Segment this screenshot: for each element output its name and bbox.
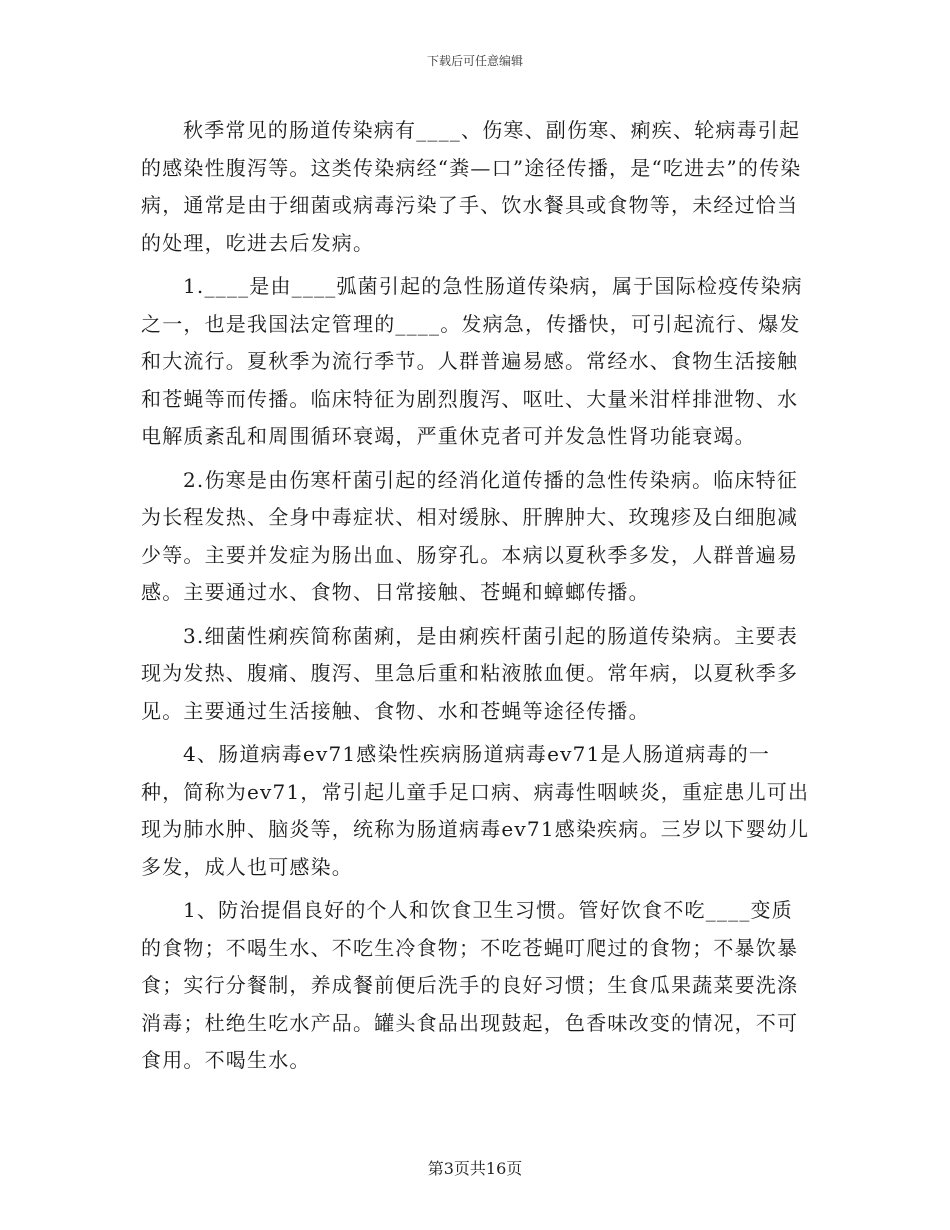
paragraph-prevention: 1、防治提倡良好的个人和饮食卫生习惯。管好饮食不吃____变质的食物；不喝生水、不吃生冷食物；不吃苍蝇叮爬过的食物；不暴饮暴食；实行分餐制，养成餐前便后洗手的良好习惯；生食瓜果蔬菜要洗涤消毒；杜绝生吃水产品。罐头食品出现鼓起，色香味改变的情况，不可食用。不喝生水。 bbox=[141, 898, 799, 1072]
paragraph-intro: 秋季常见的肠道传染病有____、伤寒、副伤寒、痢疾、轮病毒引起的感染性腹泻等。这类传染病经“粪—口”途径传播，是“吃进去”的传染病，通常是由于细菌或病毒污染了手、饮水餐具或食物等，未经过恰当的处理，吃进去后发病。 bbox=[141, 118, 802, 255]
paragraph-cholera: 1.____是由____弧菌引起的急性肠道传染病，属于国际检疫传染病之一，也是我国法定管理的____。发病急，传播快，可引起流行、爆发和大流行。夏秋季为流行季节。人群普遍易感。常经水、食物生活接触和苍蝇等而传播。临床特征为剧烈腹泻、呕吐、大量米泔样排泄物、水电解质紊乱和周围循环衰竭，严重休克者可并发急性肾功能衰竭。 bbox=[141, 274, 803, 448]
page-number: 第3页共16页 bbox=[427, 1159, 523, 1178]
page-header: 下载后可任意编辑 bbox=[426, 54, 523, 68]
paragraph-typhoid: 2.伤寒是由伤寒杆菌引起的经消化道传播的急性传染病。临床特征为长程发热、全身中毒症状、相对缓脉、肝脾肿大、玫瑰疹及白细胞减少等。主要并发症为肠出血、肠穿孔。本病以夏秋季多发，人群普遍易感。主要通过水、食物、日常接触、苍蝇和蟑螂传播。 bbox=[141, 467, 799, 604]
paragraph-ev71: 4、肠道病毒ev71感染性疾病肠道病毒ev71是人肠道病毒的一种，简称为ev71，常引起儿童手足口病、病毒性咽峡炎，重症患儿可出现为肺水肿、脑炎等，统称为肠道病毒ev71感染疾病。三岁以下婴幼儿多发，成人也可感染。 bbox=[141, 742, 810, 879]
document-body bbox=[141, 112, 811, 1086]
paragraph-dysentery: 3.细菌性痢疾简称菌痢，是由痢疾杆菌引起的肠道传染病。主要表现为发热、腹痛、腹泻、里急后重和粘液脓血便。常年病，以夏秋季多见。主要通过生活接触、食物、水和苍蝇等途径传播。 bbox=[141, 623, 799, 723]
